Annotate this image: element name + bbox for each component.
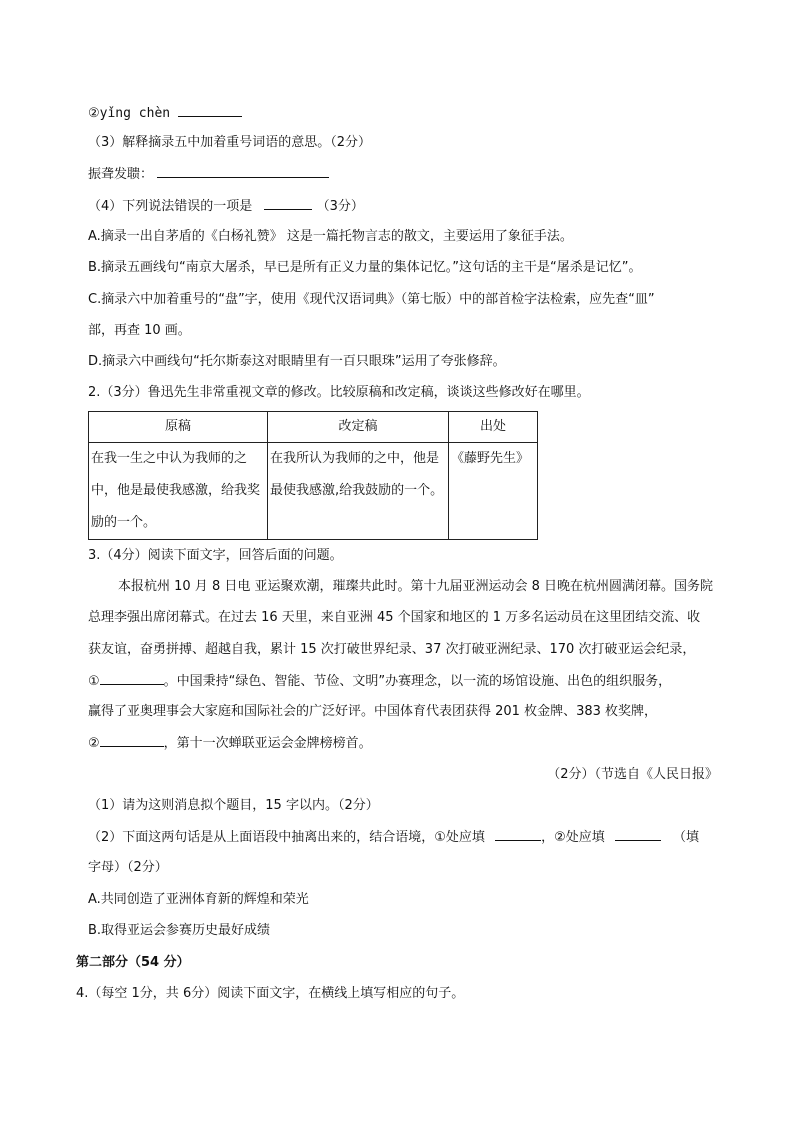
answer-blank[interactable]: [100, 734, 164, 747]
answer-blank[interactable]: [264, 197, 312, 210]
part-two-heading: 第二部分（54 分）: [76, 955, 190, 970]
option-a: A.摘录一出自茅盾的《白杨礼赞》 这是一篇托物言志的散文，主要运用了象征手法。: [88, 229, 573, 244]
passage-line-4-text: 。中国秉持“绿色、智能、节俭、文明”办赛理念，以一流的场馆设施、出色的组织服务，: [163, 674, 672, 689]
sub-question-2-text-a: （2）下面这两句话是从上面语段中抽离出来的，结合语境，①处应填: [88, 830, 485, 845]
passage-line-5: 赢得了亚奥理事会大家庭和国际社会的广泛好评。中国体育代表团获得 201 枚金牌、383 枚奖牌，: [88, 704, 658, 719]
pinyin-question-2: [88, 104, 242, 123]
sub-question-2: [88, 828, 699, 847]
passage-line-3: 获友谊，奋勇拼搏、超越自我，累计 15 次打破世界纪录、37 次打破亚洲纪录、170 次打破亚运会纪录，: [88, 642, 696, 657]
explain-word-line: [88, 165, 329, 184]
pinyin-text: ②yǐng chèn: [88, 106, 171, 121]
blank-marker-1: ①: [88, 674, 100, 689]
blank-marker-2: ②: [88, 736, 100, 751]
option-d: D.摘录六中画线句“托尔斯泰这对眼睛里有一百只眼珠”运用了夸张修辞。: [88, 354, 506, 369]
sub-question-2-text-c: （填: [673, 830, 700, 845]
passage-line-4: [88, 672, 671, 691]
question-4-score: （3分）: [316, 199, 364, 214]
q3-option-b: B.取得亚运会参赛历史最好成绩: [88, 923, 271, 938]
header-source: 出处: [449, 412, 538, 443]
cell-source: 《藤野先生》: [451, 451, 530, 466]
passage-line-6-text: ，第十一次蝉联亚运会金牌榜榜首。: [163, 736, 372, 751]
q3-option-a: A.共同创造了亚洲体育新的辉煌和荣光: [88, 892, 309, 907]
passage-line-2: 总理李强出席闭幕式。在过去 16 天里，来自亚洲 45 个国家和地区的 1 万多名运动员在这里团结交流、收: [88, 610, 701, 625]
sub-question-2-text-b: ，②处应填: [541, 830, 605, 845]
option-b: B.摘录五画线句“南京大屠杀，早已是所有正义力量的集体记忆。”这句话的主干是“屠杀是记忆”。: [88, 260, 642, 275]
answer-blank[interactable]: [178, 104, 242, 117]
answer-blank[interactable]: [615, 828, 661, 841]
cell-original: 在我一生之中认为我师的之中，他是最使我感激，给我奖励的一个。: [91, 451, 261, 530]
table-row: [89, 443, 538, 540]
question-3-heading: （3）解释摘录五中加着重号词语的意思。（2分）: [88, 135, 372, 150]
comparison-table: [88, 411, 538, 540]
explain-word-label: 振聋发聩：: [88, 167, 154, 182]
passage-line-1: 本报杭州 10 月 8 日电 亚运聚欢潮，璀璨共此时。第十九届亚洲运动会 8 日晚在杭州圆满闭幕。国务院: [118, 579, 714, 594]
option-c-line1: C.摘录六中加着重号的“盘”字，使用《现代汉语词典》（第七版）中的部首检字法检索，应先查“皿”: [88, 292, 655, 307]
sub-question-2-tail: 字母）（2分）: [88, 860, 168, 875]
sub-question-1: （1）请为这则消息拟个题目，15 字以内。（2分）: [88, 798, 379, 813]
source-note: （2分）（节选自《人民日报》: [547, 767, 718, 782]
question-4-head: 4.（每空 1分，共 6分）阅读下面文字，在横线上填写相应的句子。: [76, 986, 465, 1001]
answer-blank[interactable]: [100, 672, 164, 685]
answer-blank[interactable]: [495, 828, 541, 841]
question-4-heading: [88, 197, 364, 216]
table-header-row: [89, 412, 538, 443]
question-3-head: 3.（4分）阅读下面文字，回答后面的问题。: [88, 548, 343, 563]
question-2-heading: 2.（3分）鲁迅先生非常重视文章的修改。比较原稿和改定稿，谈谈这些修改好在哪里。: [88, 385, 590, 400]
passage-line-6: [88, 734, 372, 753]
question-4-text: （4）下列说法错误的一项是: [88, 199, 253, 214]
answer-blank[interactable]: [157, 165, 329, 178]
header-revised: 改定稿: [268, 412, 449, 443]
option-c-line2: 部，再查 10 画。: [88, 323, 191, 338]
header-original: 原稿: [89, 412, 268, 443]
cell-revised: 在我所认为我师的之中，他是最使我感激,给我鼓励的一个。: [270, 451, 444, 498]
